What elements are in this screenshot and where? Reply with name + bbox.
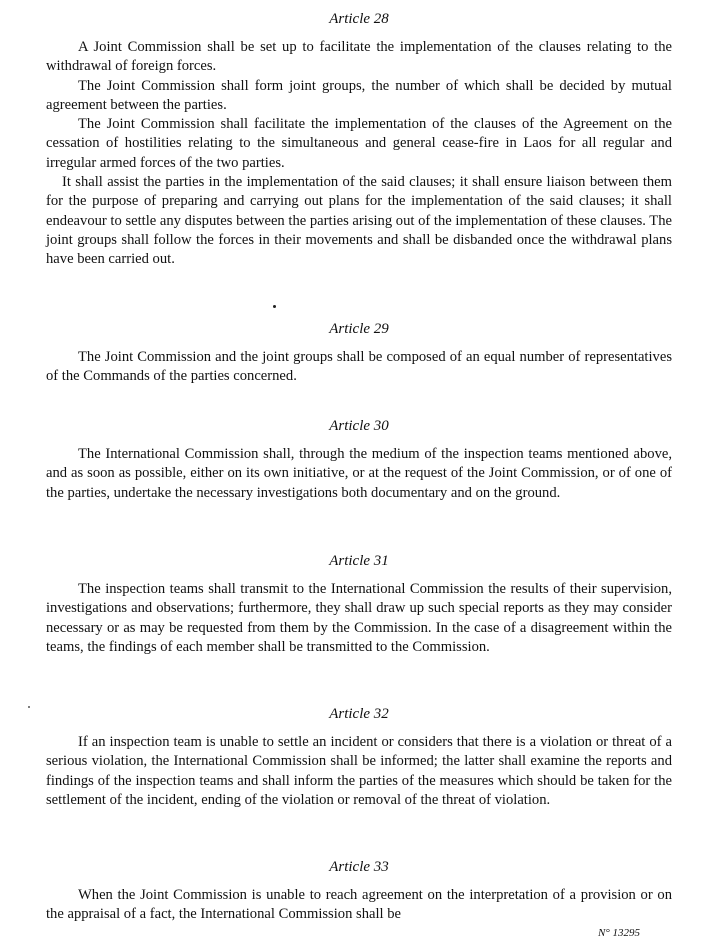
article-paragraph: The International Commission shall, through the medium of the inspection teams mentioned above, and as soon as possible, either on its own initiative, or at the request of the Joint Commission, or of one of the parties, undertake the necessary investigations both documentary and on the ground. (46, 446, 672, 501)
article-paragraph: A Joint Commission shall be set up to facilitate the implementation of the clauses relating to the withdrawal of foreign forces. (46, 39, 672, 75)
article-28 (46, 10, 672, 270)
article-heading: Article 30 (329, 418, 389, 434)
stray-mark (28, 706, 30, 708)
article-heading: Article 29 (329, 321, 389, 337)
page-footer-number: N° 13295 (598, 927, 640, 939)
article-paragraph: The Joint Commission shall form joint groups, the number of which shall be decided by mutual agreement between the parties. (46, 77, 672, 113)
article-31 (46, 552, 672, 657)
article-heading: Article 31 (329, 553, 389, 569)
article-29 (46, 320, 672, 387)
article-heading: Article 33 (329, 859, 389, 875)
article-30 (46, 417, 672, 503)
article-paragraph: If an inspection team is unable to settle an incident or considers that there is a violation or threat of a serious violation, the International Commission shall be informed; the latter shall examine the reports and findings of the inspection teams and shall inform the parties of the measures which should be taken for the settlement of the incident, ending of the violation or removal of the threat of violation. (46, 734, 672, 808)
article-heading: Article 32 (329, 706, 389, 722)
article-paragraph: The Joint Commission shall facilitate the implementation of the clauses of the Agreement on the cessation of hostilities relating to the simultaneous and general cease-fire in Laos for all regular and irregular armed forces of the two parties. (46, 116, 672, 171)
stray-mark (273, 305, 276, 308)
article-33 (46, 858, 672, 925)
article-paragraph: When the Joint Commission is unable to reach agreement on the interpretation of a provision or on the appraisal of a fact, the International Commission shall be (46, 887, 672, 923)
article-32 (46, 705, 672, 810)
article-paragraph: The Joint Commission and the joint groups shall be composed of an equal number of representatives of the Commands of the parties concerned. (46, 349, 672, 385)
article-heading: Article 28 (329, 11, 389, 27)
article-paragraph: The inspection teams shall transmit to the International Commission the results of their supervision, investigations and observations; furthermore, they shall draw up such special reports as they may consider necessary or as may be requested from them by the Commission. In the case of a disagreement within the teams, the findings of each member shall be transmitted to the Commission. (46, 581, 672, 655)
article-paragraph: It shall assist the parties in the implementation of the said clauses; it shall ensure liaison between them for the purpose of preparing and carrying out plans for the implementation of the said clauses; it shall endeavour to settle any disputes between the parties arising out of the implementation of these clauses. The joint groups shall follow the forces in their movements and shall be disbanded once the withdrawal plans have been carried out. (46, 174, 672, 268)
